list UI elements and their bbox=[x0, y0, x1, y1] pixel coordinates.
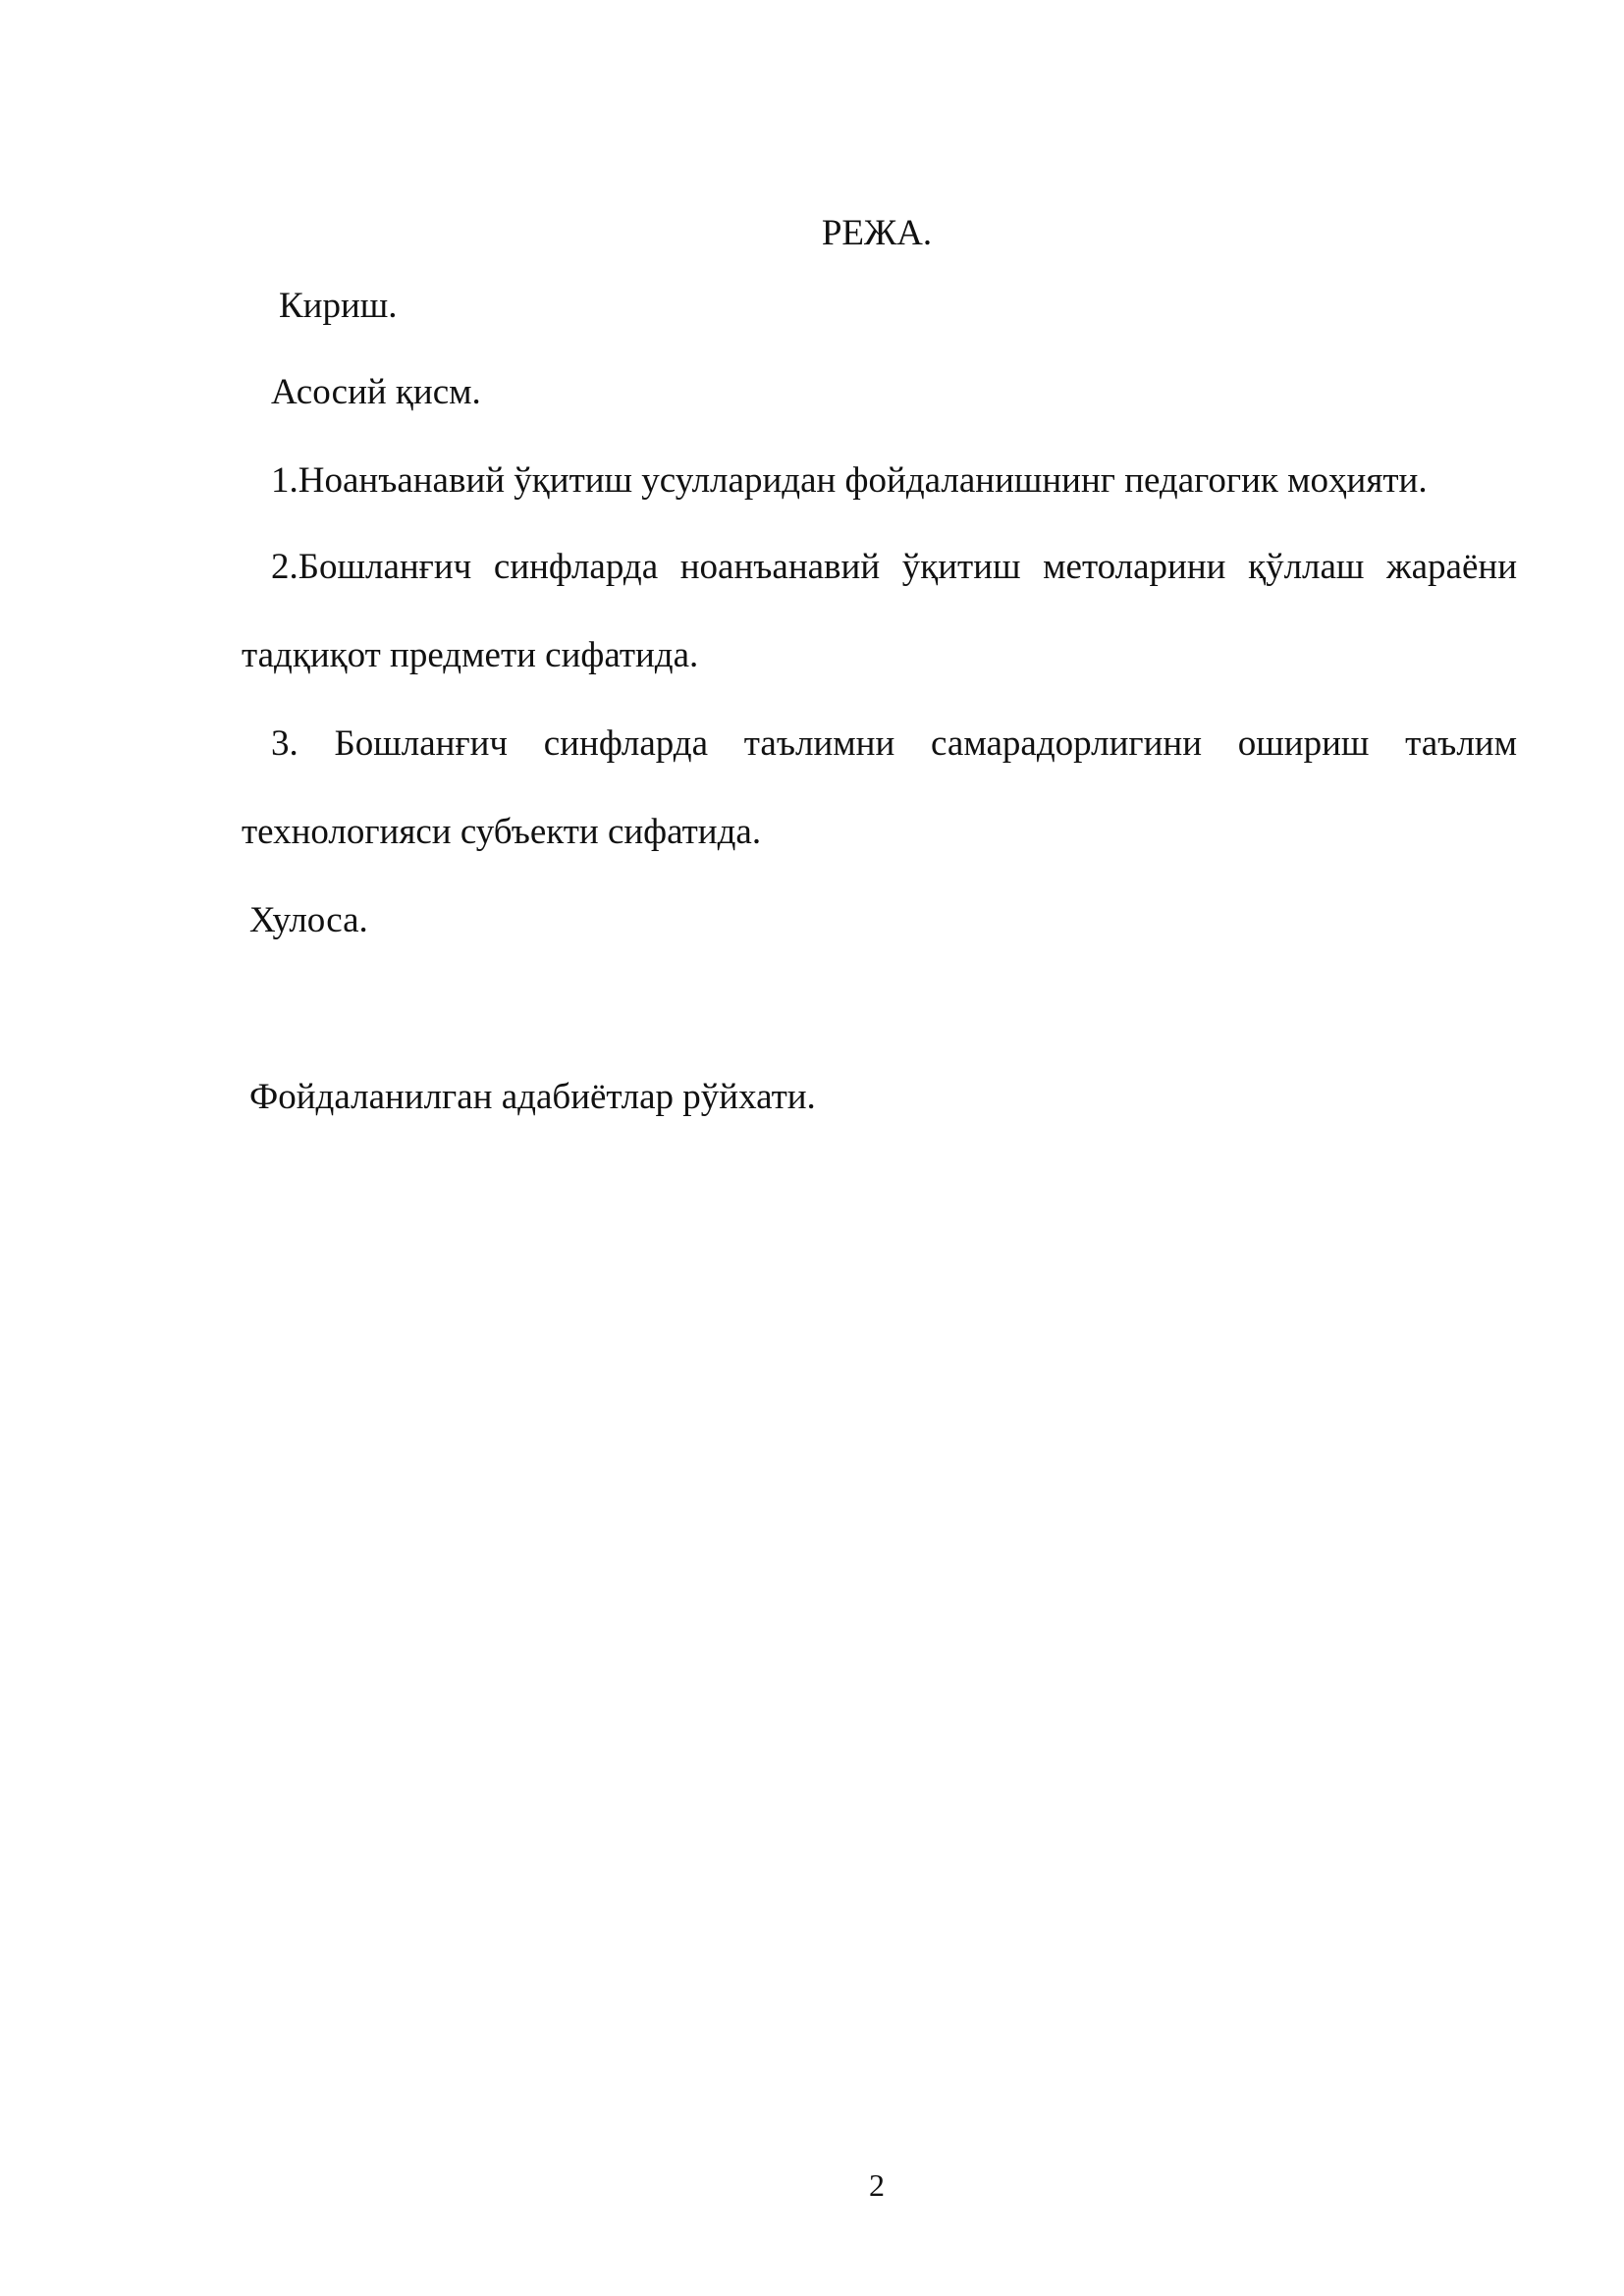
page-number: 2 bbox=[869, 2167, 885, 2203]
plan-item-3-line-2: технологияси субъекти сифатида. bbox=[242, 812, 762, 852]
plan-item-3-line-1: 3. Бошланғич синфларда таълимни самарадорлигини ошириш таълим bbox=[271, 723, 1517, 764]
conclusion-heading: Хулоса. bbox=[249, 900, 368, 940]
plan-item-1: 1.Ноанъанавий ўқитиш усулларидан фойдаланишнинг педагогик моҳияти. bbox=[271, 460, 1428, 501]
references-heading: Фойдаланилган адабиётлар рўйхати. bbox=[249, 1077, 816, 1117]
intro-heading: Кириш. bbox=[279, 286, 398, 326]
plan-title: РЕЖА. bbox=[821, 213, 933, 253]
main-part-heading: Асосий қисм. bbox=[271, 372, 481, 412]
plan-item-2-line-2: тадқиқот предмети сифатида. bbox=[242, 635, 699, 675]
plan-item-2-line-1: 2.Бошланғич синфларда ноанъанавий ўқитиш метоларини қўллаш жараёни bbox=[271, 547, 1517, 587]
